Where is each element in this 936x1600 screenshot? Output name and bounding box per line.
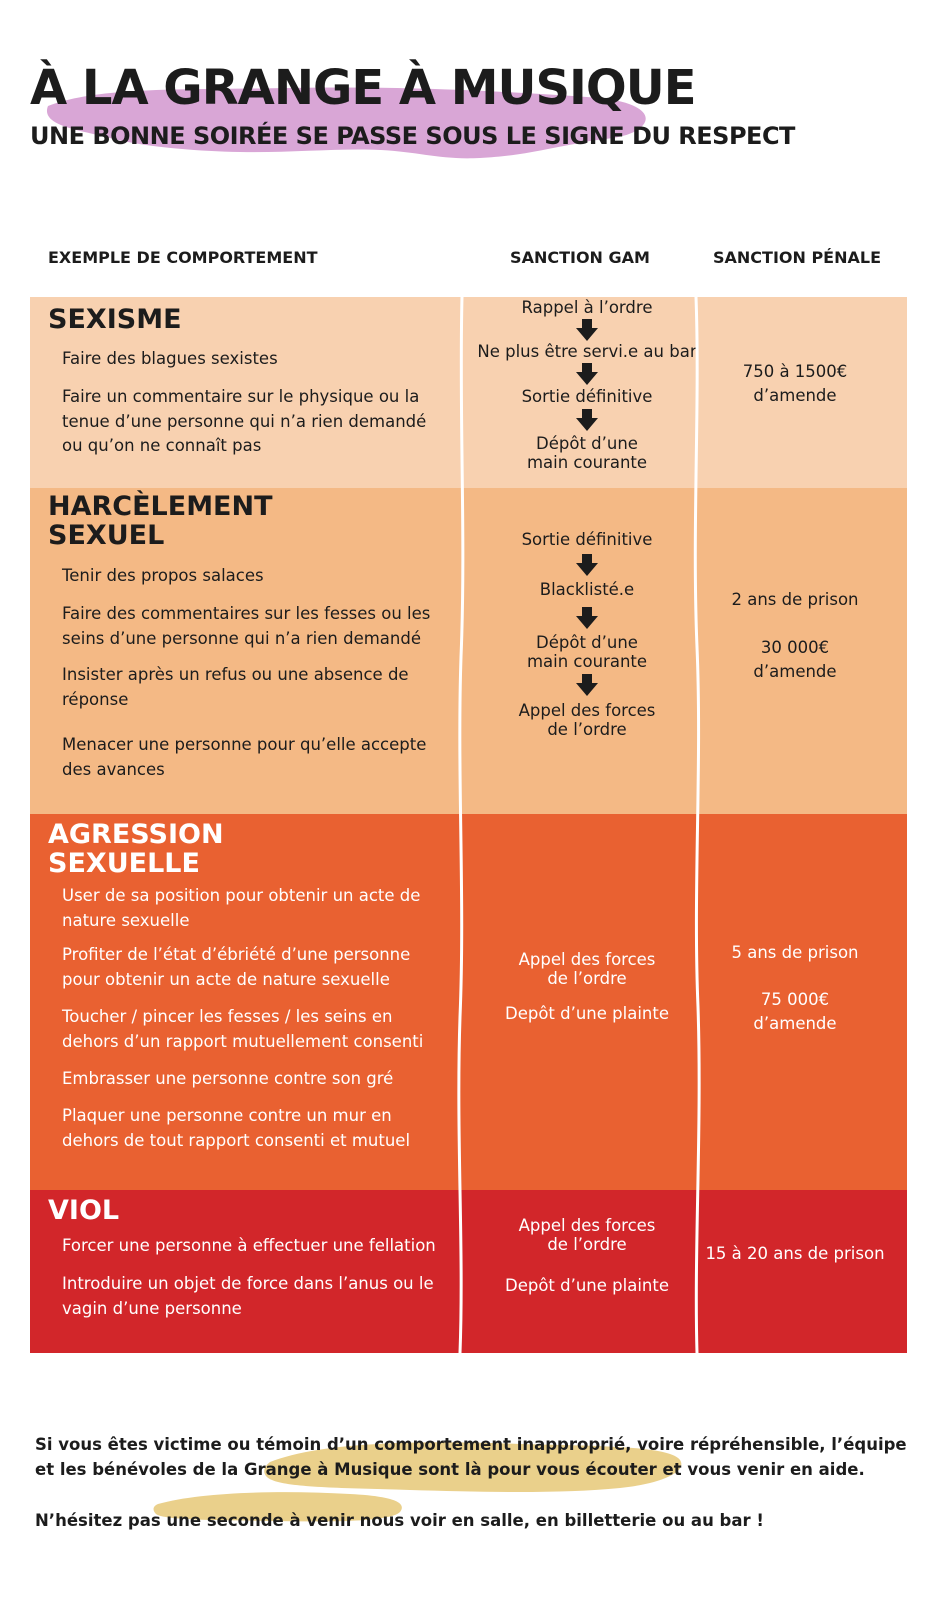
penal-sanction-item: 2 ans de prison [731,590,859,609]
gam-sanction-item: Dépôt d’une main courante [526,434,648,472]
down-arrow-icon [576,363,598,385]
down-arrow-icon [576,319,598,341]
down-arrow-icon [576,554,598,576]
example-item: Faire des commentaires sur les fesses ou les seins d’une personne qui n’a rien demandé [62,604,431,648]
row-agression-sexuelle [30,814,907,1190]
example-item: Insister après un refus ou une absence de réponse [62,665,409,709]
page-title: À LA GRANGE À MUSIQUE [30,60,696,116]
column-header-penal: SANCTION PÉNALE [712,248,882,267]
example-item: Forcer une personne à effectuer une fellation [62,1236,436,1255]
gam-sanction-item: Blacklisté.e [539,580,635,599]
column-header-gam: SANCTION GAM [510,248,650,267]
gam-sanction-item: Appel des forces de l’ordre [518,701,656,739]
gam-sanction-item: Ne plus être servi.e au bar [477,342,697,361]
gam-sanction-item: Dépôt d’une main courante [526,633,648,671]
penal-sanction-item: 5 ans de prison [731,943,859,962]
page-subtitle: UNE BONNE SOIRÉE SE PASSE SOUS LE SIGNE DU RESPECT [30,122,795,150]
example-item: Faire des blagues sexistes [62,349,278,368]
gam-sanction-item: Depôt d’une plainte [504,1276,669,1295]
category-title: HARCÈLEMENT SEXUEL [48,491,273,551]
example-item: User de sa position pour obtenir un acte de nature sexuelle [62,886,421,930]
category-title: AGRESSION SEXUELLE [48,819,224,879]
column-header-behavior: EXEMPLE DE COMPORTEMENT [48,248,318,267]
gam-sanction-item: Appel des forces de l’ordre [518,1216,656,1254]
category-title: SEXISME [48,304,182,335]
penal-sanction-item: 750 à 1500€ d’amende [742,362,848,405]
example-item: Profiter de l’état d’ébriété d’une personne pour obtenir un acte de nature sexuelle [62,945,411,989]
example-item: Tenir des propos salaces [62,566,264,585]
gam-sanction-item: Sortie définitive [521,530,653,549]
footer-text-line: N’hésitez pas une seconde à venir nous voir en salle, en billetterie ou au bar ! [35,1511,764,1530]
example-item: Introduire un objet de force dans l’anus ou le vagin d’une personne [62,1274,434,1318]
example-item: Faire un commentaire sur le physique ou la tenue d’une personne qui n’a rien demandé ou qu’on ne connaît pas [62,387,427,455]
down-arrow-icon [576,409,598,431]
row-viol [30,1190,907,1353]
gam-sanction-item: Sortie définitive [521,387,653,406]
row-sexisme [30,297,907,488]
gam-sanction-item: Rappel à l’ordre [521,298,653,317]
example-item: Menacer une personne pour qu’elle accepte des avances [62,735,427,779]
gam-sanction-item: Depôt d’une plainte [504,1004,669,1023]
footer-text-line: et les bénévoles de la Grange à Musique sont là pour vous écouter et vous venir en aide. [35,1460,865,1479]
penal-sanction-item: 30 000€ d’amende [753,638,837,681]
example-item: Embrasser une personne contre son gré [62,1069,394,1088]
example-item: Plaquer une personne contre un mur en dehors de tout rapport consenti et mutuel [62,1106,411,1150]
example-item: Toucher / pincer les fesses / les seins en dehors d’un rapport mutuellement consenti [62,1007,424,1051]
row-harcelement-sexuel [30,488,907,814]
down-arrow-icon [576,607,598,629]
penal-sanction-item: 75 000€ d’amende [753,990,837,1033]
footer-text-line: Si vous êtes victime ou témoin d’un comportement inapproprié, voire répréhensible, l’équipe [35,1435,907,1454]
penal-sanction-item: 15 à 20 ans de prison [705,1244,885,1263]
category-title: VIOL [48,1195,120,1226]
gam-sanction-item: Appel des forces de l’ordre [518,950,656,988]
down-arrow-icon [576,674,598,696]
